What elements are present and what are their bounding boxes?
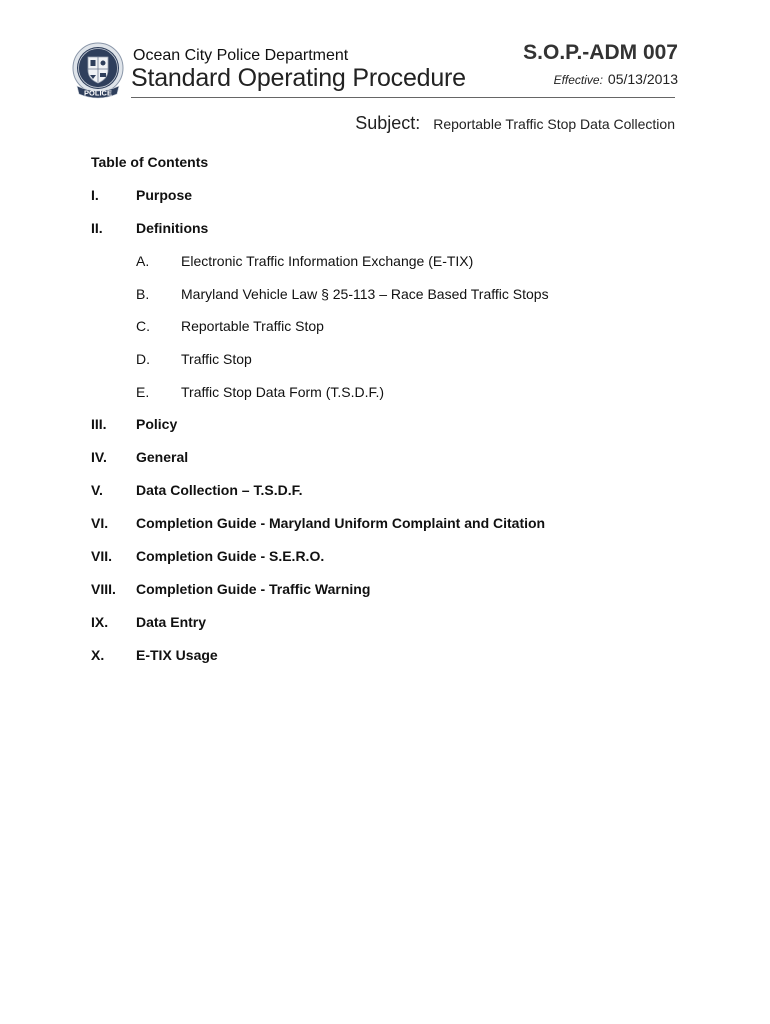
department-name: Ocean City Police Department — [133, 47, 349, 64]
toc-subentry-text: Traffic Stop — [181, 351, 252, 367]
effective-date-line — [554, 71, 678, 89]
toc-subentry-letter: D. — [136, 351, 150, 367]
effective-date: 05/13/2013 — [607, 71, 678, 87]
toc-entry-number: IV. — [91, 449, 107, 465]
toc-entry-number: IX. — [91, 614, 109, 630]
toc-entry-number: II. — [91, 220, 103, 236]
toc-entry-text: Completion Guide - Traffic Warning — [136, 581, 371, 597]
logo-text: POLICE — [84, 88, 112, 98]
toc-entry-text: Policy — [136, 416, 178, 432]
subject-value: Reportable Traffic Stop Data Collection — [433, 116, 675, 132]
toc-entry-text: Data Collection – T.S.D.F. — [136, 482, 303, 498]
toc-entry-text: Completion Guide - Maryland Uniform Complaint and Citation — [136, 515, 546, 531]
toc-entry-text: Definitions — [136, 220, 209, 236]
toc-entry-number: VIII. — [91, 581, 116, 597]
police-badge-logo — [71, 42, 125, 102]
toc-title: Table of Contents — [91, 154, 209, 170]
toc-entry-text: Completion Guide - S.E.R.O. — [136, 548, 325, 564]
toc-subentry-text: Reportable Traffic Stop — [181, 318, 324, 334]
toc-subentry-letter: B. — [136, 286, 150, 302]
toc-entry-number: VI. — [91, 515, 109, 531]
document-title: Standard Operating Procedure — [131, 64, 466, 92]
toc-entry-number: III. — [91, 416, 107, 432]
sop-number: S.O.P.-ADM 007 — [523, 41, 678, 64]
toc-entry-text: E-TIX Usage — [136, 647, 218, 663]
effective-label: Effective: — [553, 73, 603, 87]
toc-entry-number: I. — [91, 187, 99, 203]
toc-entry-text: Purpose — [136, 187, 193, 203]
toc-subentry-text: Maryland Vehicle Law § 25-113 – Race Based Traffic Stops — [181, 286, 549, 302]
toc-subentry-letter: C. — [136, 318, 150, 334]
toc-subentry-letter: E. — [136, 384, 150, 400]
subject-label: Subject: — [355, 113, 421, 133]
toc-entry-text: General — [136, 449, 189, 465]
header-divider — [131, 97, 675, 98]
toc-subentry-text: Traffic Stop Data Form (T.S.D.F.) — [181, 384, 385, 400]
subject-line — [355, 113, 675, 134]
toc-subentry-text: Electronic Traffic Information Exchange (E-TIX) — [181, 253, 474, 269]
toc-entry-number: X. — [91, 647, 105, 663]
toc-entry-number: VII. — [91, 548, 113, 564]
toc-entry-number: V. — [91, 482, 103, 498]
toc-entry-text: Data Entry — [136, 614, 207, 630]
toc-subentry-letter: A. — [136, 253, 150, 269]
